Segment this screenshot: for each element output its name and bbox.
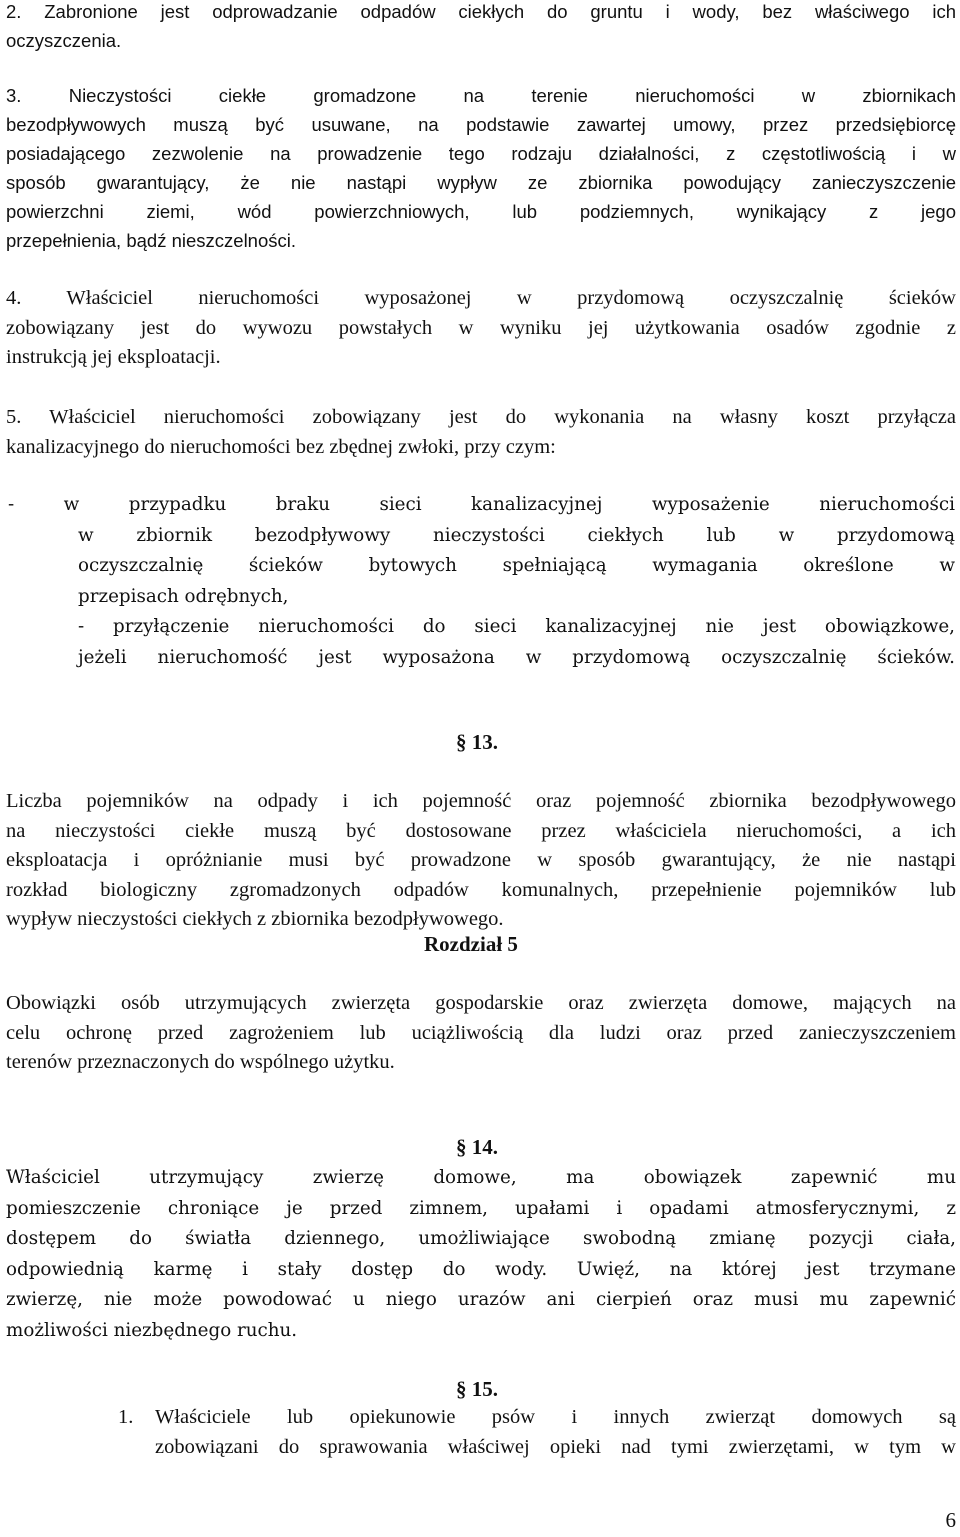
text-line: Właściciele lub opiekunowie psów i innych zwierząt domowych są <box>155 1406 956 1428</box>
text-line: rozkład biologiczny zgromadzonych odpadów komunalnych, przepełnienie pojemników lub <box>6 878 956 901</box>
text-line: 3. Nieczystości ciekłe gromadzone na terenie nieruchomości w zbiornikach <box>6 85 956 106</box>
text-line: 5. Właściciel nieruchomości zobowiązany jest do wykonania na własny koszt przyłącza <box>6 406 956 428</box>
text-line: Właściciel utrzymujący zwierzę domowe, ma obowiązek zapewnić mu <box>6 1167 956 1188</box>
text-line: terenów przeznaczonych do wspólnego użytku. <box>6 1051 395 1073</box>
text-line: przepełnienia, bądź nieszczelności. <box>6 230 297 251</box>
section-14-heading: § 14. <box>456 1135 498 1159</box>
paragraph-2 <box>6 0 956 55</box>
text-line: celu ochronę przed zagrożeniem lub uciążliwością dla ludzi oraz przed zanieczyszczeniem <box>6 1021 956 1044</box>
text-line: wypływ nieczystości ciekłych z zbiornika bezodpływowego. <box>6 908 504 930</box>
paragraph-5-list <box>8 490 955 673</box>
section-15-item-1-number: 1. <box>118 1406 134 1428</box>
chapter-5-heading: Rozdział 5 <box>424 932 518 956</box>
text-line: Liczba pojemników na odpady i ich pojemność oraz pojemność zbiornika bezodpływowego <box>6 790 956 812</box>
list-line: przepisach odrębnych, <box>78 585 289 607</box>
list-line: oczyszczalnię ścieków bytowych spełniającą wymagania określone w <box>78 555 955 576</box>
paragraph-3 <box>6 81 956 255</box>
paragraph-5 <box>6 403 956 462</box>
section-15-heading: § 15. <box>456 1377 498 1401</box>
text-line: sposób gwarantujący, że nie nastąpi wypływ ze zbiornika powodujący zanieczyszczenie <box>6 172 956 193</box>
text-line: oczyszczenia. <box>6 30 122 51</box>
text-line: posiadającego zezwolenie na prowadzenie tego rodzaju działalności, z częstotliwością i w <box>6 143 956 164</box>
text-line: bezodpływowych muszą być usuwane, na podstawie zawartej umowy, przez przedsiębiorcę <box>6 114 956 135</box>
list-line: jeżeli nieruchomość jest wyposażona w przydomową oczyszczalnię ścieków. <box>78 646 955 668</box>
paragraph-4 <box>6 284 956 373</box>
list-line: w zbiornik bezodpływowy nieczystości ciekłych lub w przydomową <box>78 524 955 546</box>
text-line: instrukcją jej eksploatacji. <box>6 346 221 368</box>
section-14-body <box>6 1163 956 1346</box>
text-line: odpowiednią karmę i stały dostęp do wody. Uwięź, na której jest trzymane <box>6 1258 956 1280</box>
text-line: eksploatacja i opróżnianie musi być prowadzone w sposób gwarantujący, że nie nastąpi <box>6 849 956 871</box>
text-line: pomieszczenie chroniące je przed zimnem, upałami i opadami atmosferycznymi, z <box>6 1197 956 1219</box>
text-line: zobowiązany jest do wywozu powstałych w wyniku jej użytkowania osadów zgodnie z <box>6 316 956 339</box>
page-number: 6 <box>945 1508 956 1532</box>
text-line: Obowiązki osób utrzymujących zwierzęta gospodarskie oraz zwierzęta domowe, mających na <box>6 992 956 1014</box>
text-line: kanalizacyjnego do nieruchomości bez zbędnej zwłoki, przy czym: <box>6 435 556 458</box>
text-line: 2. Zabronione jest odprowadzanie odpadów ciekłych do gruntu i wody, bez właściwego ich <box>6 1 956 22</box>
text-line: zwierzę, nie może powodować u niego urazów ani cierpień oraz musi mu zapewnić <box>6 1289 956 1310</box>
list-line: - w przypadku braku sieci kanalizacyjnej wyposażenie nieruchomości <box>8 494 955 515</box>
text-line: dostępem do światła dziennego, umożliwiające swobodną zmianę pozycji ciała, <box>6 1228 956 1249</box>
chapter-5-body <box>6 989 956 1078</box>
text-line: zobowiązani do sprawowania właściwej opieki nad tymi zwierzętami, w tym w <box>155 1435 956 1458</box>
text-line: możliwości niezbędnego ruchu. <box>6 1319 298 1341</box>
section-13-body <box>6 787 956 935</box>
section-13-heading: § 13. <box>456 730 498 754</box>
list-line: - przyłączenie nieruchomości do sieci kanalizacyjnej nie jest obowiązkowe, <box>78 616 955 637</box>
section-15-item-1 <box>155 1403 956 1462</box>
text-line: 4. Właściciel nieruchomości wyposażonej w przydomową oczyszczalnię ścieków <box>6 287 956 309</box>
text-line: na nieczystości ciekłe muszą być dostosowane przez właściciela nieruchomości, a ich <box>6 819 956 842</box>
text-line: powierzchni ziemi, wód powierzchniowych, lub podziemnych, wynikający z jego <box>6 201 956 222</box>
